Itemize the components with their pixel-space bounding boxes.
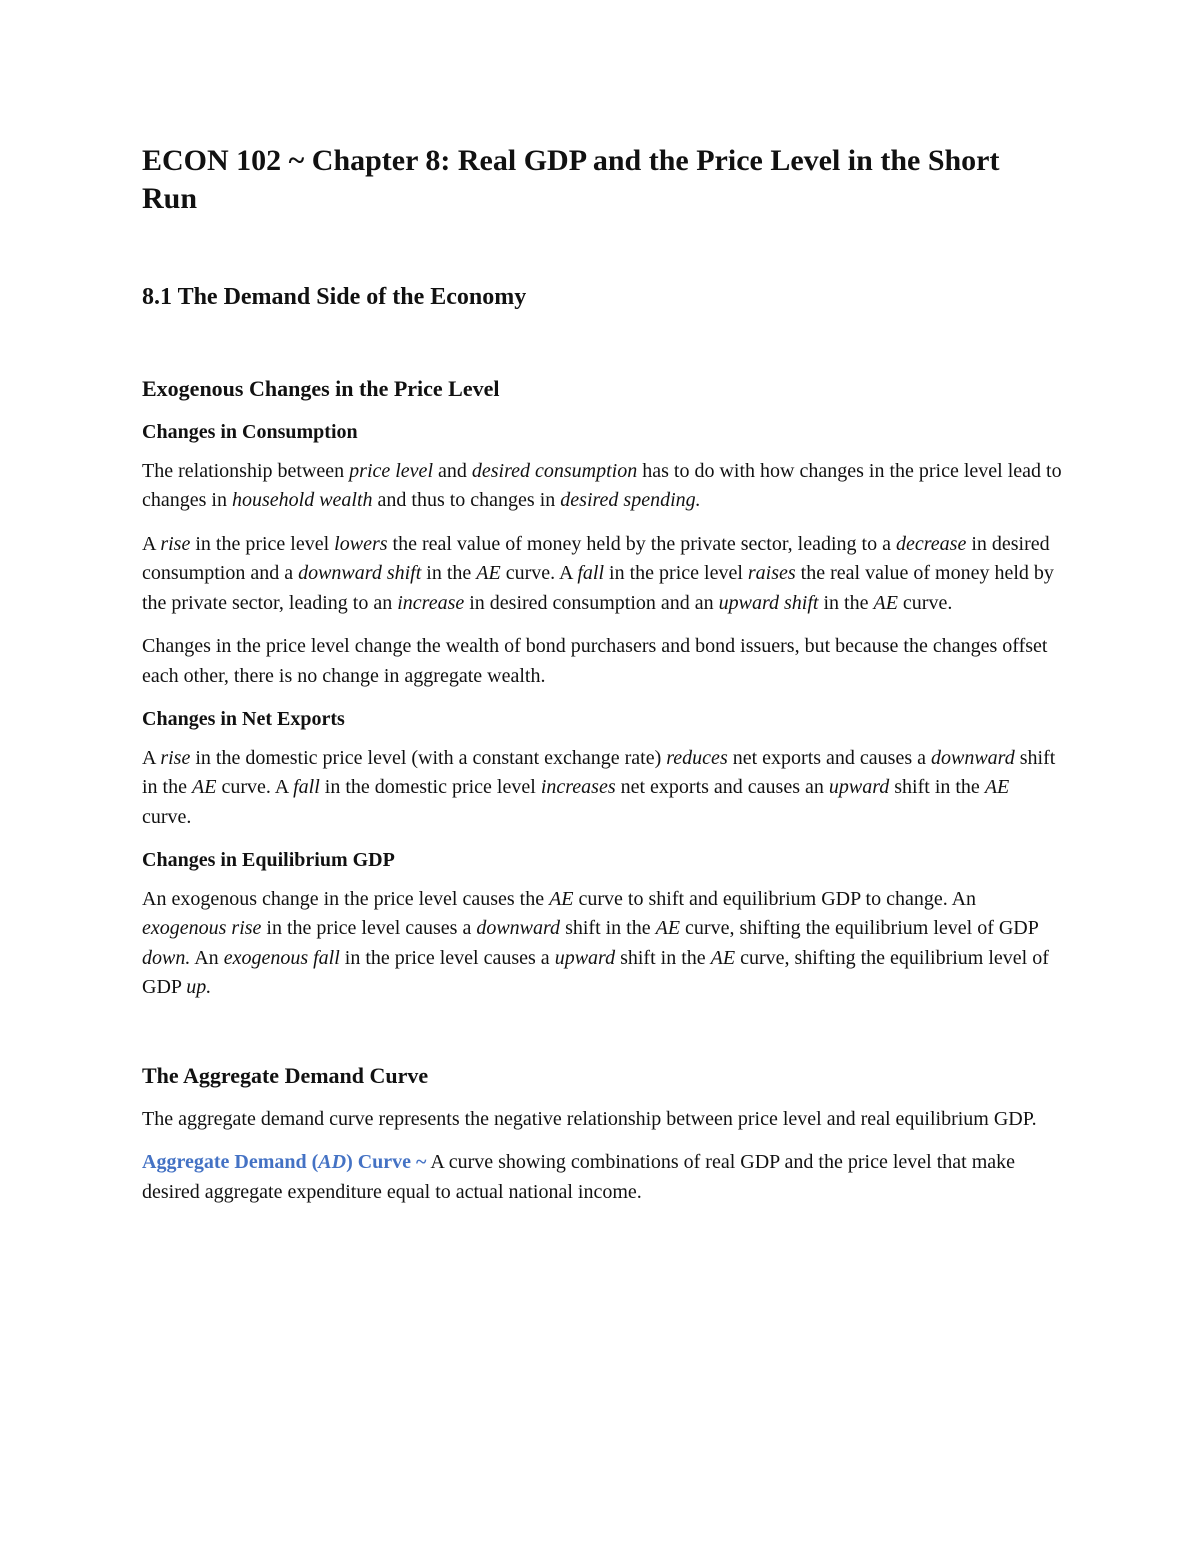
consumption-paragraph-1: The relationship between price level and desired consumption has to do with how changes in the price level lead to changes in household wealth and thus to changes in desired spending. xyxy=(142,459,1062,511)
section-heading: 8.1 The Demand Side of the Economy xyxy=(142,284,527,310)
consumption-paragraph-2: A rise in the price level lowers the real value of money held by the private sector, leading to a decrease in desired consumption and a downward shift in the AE curve. A fall in the price level raises the real value of money held by the private sector, leading to an increase in desired consumption and an upward shift in the AE curve. xyxy=(142,532,1054,614)
definition-term: Aggregate Demand (AD) Curve ~ xyxy=(142,1151,427,1173)
net-exports-paragraph: A rise in the domestic price level (with a constant exchange rate) reduces net exports and causes a downward shift in the AE curve. A fall in the domestic price level increases net exports and causes an upward shift in the AE curve. xyxy=(142,746,1056,828)
net-exports-heading: Changes in Net Exports xyxy=(142,708,345,730)
exogenous-heading: Exogenous Changes in the Price Level xyxy=(142,376,500,401)
ad-curve-definition xyxy=(142,1148,1062,1207)
equilibrium-heading: Changes in Equilibrium GDP xyxy=(142,849,395,871)
ad-curve-paragraph: The aggregate demand curve represents the negative relationship between price level and real equilibrium GDP. xyxy=(142,1107,1037,1130)
definition-text: A curve showing combinations of real GDP and the price level that make desired aggregate expenditure equal to actual national income. xyxy=(142,1151,1015,1203)
equilibrium-paragraph: An exogenous change in the price level causes the AE curve to shift and equilibrium GDP to change. An exogenous rise in the price level causes a downward shift in the AE curve, shifting the equilibrium level of GDP down. An exogenous fall in the price level causes a upward shift in the AE curve, shifting the equilibrium level of GDP up. xyxy=(142,887,1049,998)
section-spacer xyxy=(142,1017,1062,1059)
page-title: ECON 102 ~ Chapter 8: Real GDP and the Price Level in the Short Run xyxy=(142,144,1000,215)
document-body xyxy=(142,372,1062,1221)
consumption-paragraph-3: Changes in the price level change the wealth of bond purchasers and bond issuers, but because the changes offset each other, there is no change in aggregate wealth. xyxy=(142,635,1048,687)
ad-curve-heading: The Aggregate Demand Curve xyxy=(142,1062,429,1088)
consumption-heading: Changes in Consumption xyxy=(142,421,358,443)
